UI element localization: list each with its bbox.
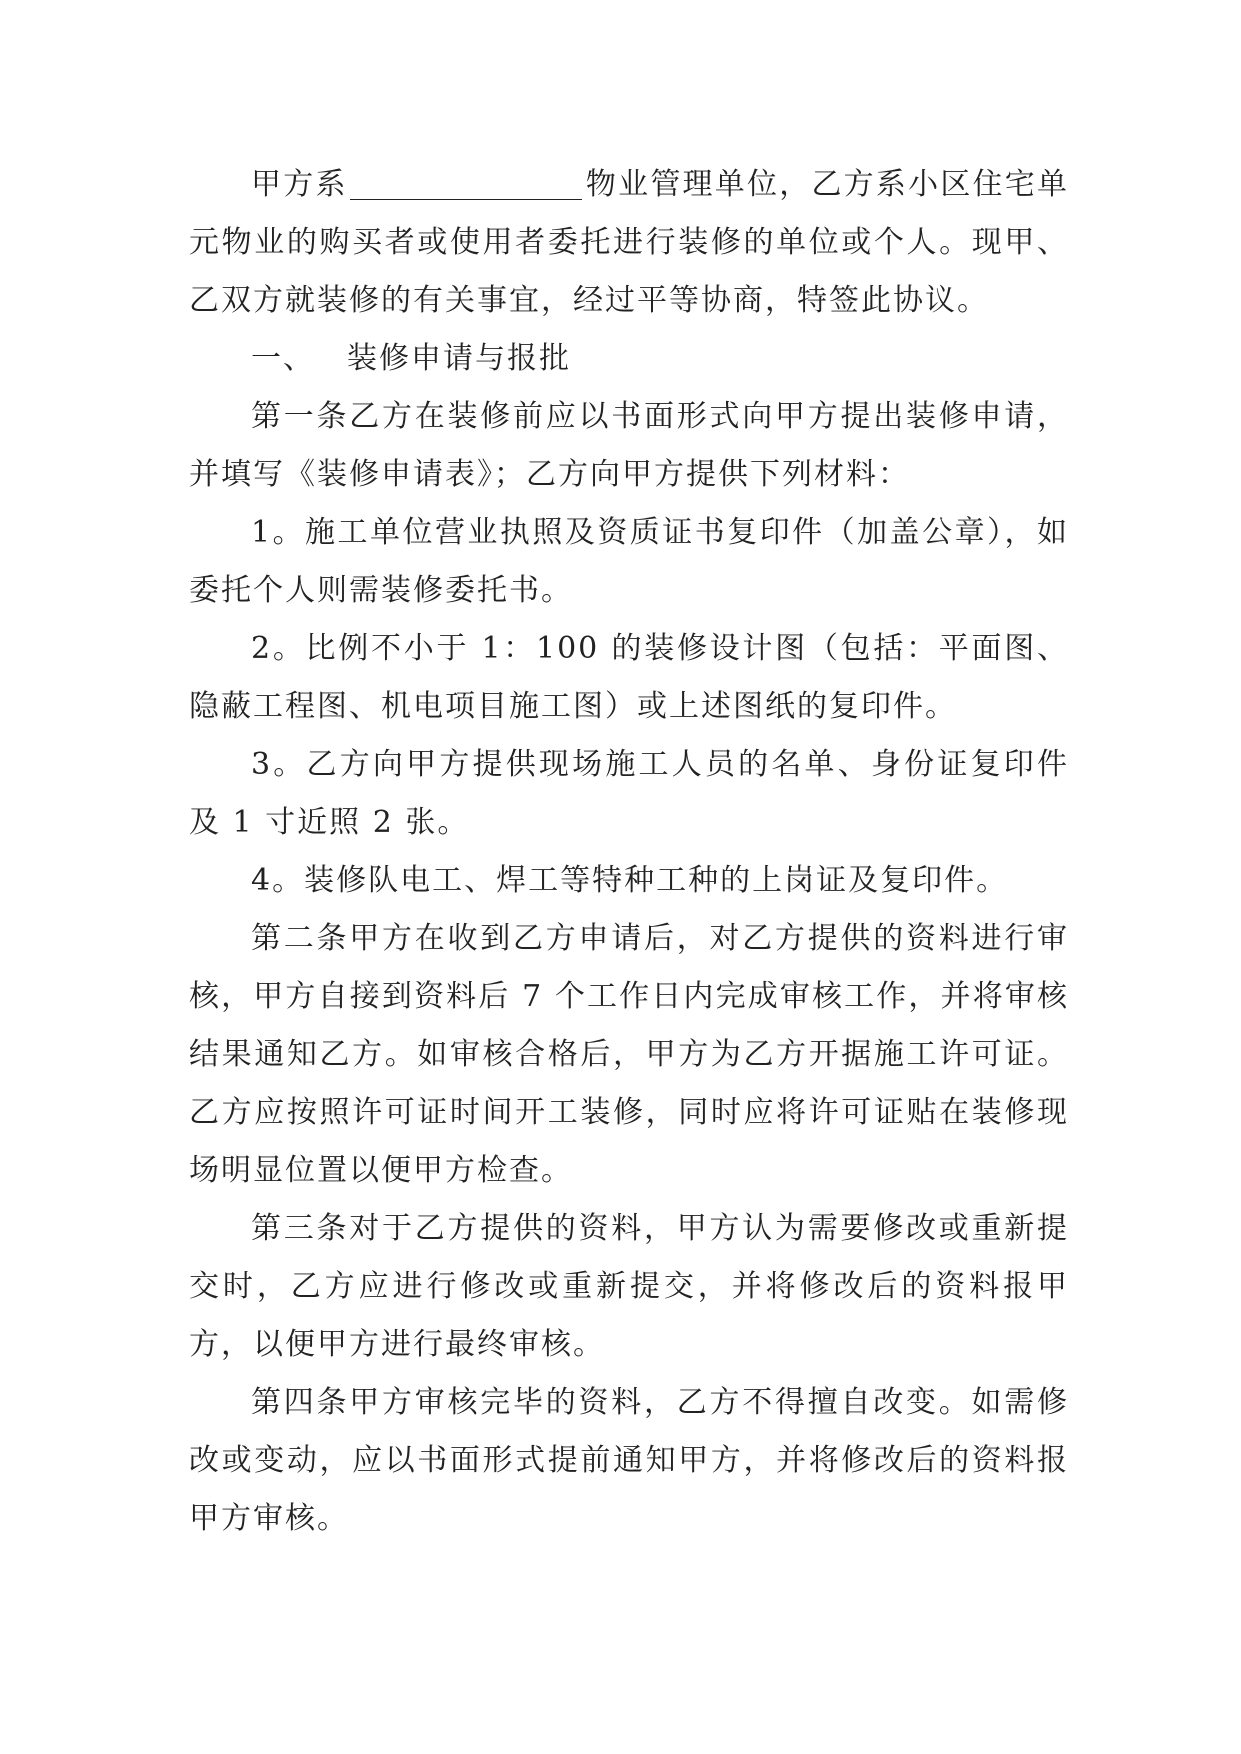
section-heading bbox=[189, 330, 1069, 388]
section-number: 一、 bbox=[251, 341, 315, 376]
intro-paragraph bbox=[189, 156, 1069, 330]
item-3-paragraph: 3。乙方向甲方提供现场施工人员的名单、身份证复印件及 1 寸近照 2 张。 bbox=[189, 747, 1069, 840]
intro-prefix: 甲方系 bbox=[251, 167, 348, 202]
clause-4-paragraph: 第四条甲方审核完毕的资料，乙方不得擅自改变。如需修改或变动，应以书面形式提前通知甲方，并将修改后的资料报甲方审核。 bbox=[189, 1385, 1069, 1536]
document-body bbox=[189, 156, 1069, 1548]
item-4-paragraph: 4。装修队电工、焊工等特种工种的上岗证及复印件。 bbox=[251, 863, 1009, 898]
item-2-paragraph: 2。比例不小于 1：100 的装修设计图（包括：平面图、隐蔽工程图、机电项目施工图）或上述图纸的复印件。 bbox=[189, 631, 1069, 724]
intro-suffix: 物业管理单位，乙方系小区住宅单元物业的购买者或使用者委托进行装修的单位或个人。现甲、乙双方就装修的有关事宜，经过平等协商，特签此协议。 bbox=[189, 167, 1070, 318]
section-title: 装修申请与报批 bbox=[347, 341, 571, 376]
clause-2-paragraph: 第二条甲方在收到乙方申请后，对乙方提供的资料进行审核，甲方自接到资料后 7 个工作日内完成审核工作，并将审核结果通知乙方。如审核合格后，甲方为乙方开据施工许可证。乙方应按照许可证时间开工装修，同时应将许可证贴在装修现场明显位置以便甲方检查。 bbox=[189, 921, 1069, 1188]
clause-1-paragraph: 第一条乙方在装修前应以书面形式向甲方提出装修申请，并填写《装修申请表》；乙方向甲方提供下列材料： bbox=[189, 399, 1069, 492]
party-a-name-blank bbox=[350, 169, 582, 200]
clause-3-paragraph: 第三条对于乙方提供的资料，甲方认为需要修改或重新提交时，乙方应进行修改或重新提交，并将修改后的资料报甲方，以便甲方进行最终审核。 bbox=[189, 1211, 1069, 1362]
item-1-paragraph: 1。施工单位营业执照及资质证书复印件（加盖公章），如委托个人则需装修委托书。 bbox=[189, 515, 1069, 608]
